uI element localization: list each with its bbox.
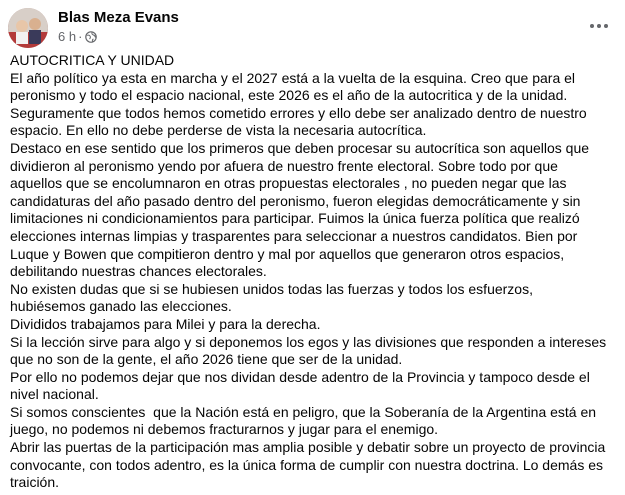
post-paragraph: Si somos conscientes que la Nación está en peligro, que la Soberanía de la Argentina está en juego, no podemos ni debemos fracturarnos y jugar para el enemigo. bbox=[10, 403, 600, 438]
more-dot bbox=[604, 24, 608, 28]
more-options-icon bbox=[590, 24, 594, 28]
post-timestamp[interactable]: 6 h bbox=[58, 29, 77, 44]
post-text bbox=[10, 52, 612, 492]
meta-separator: · bbox=[78, 29, 83, 44]
post-paragraph: El año político ya esta en marcha y el 2027 está a la vuelta de la esquina. Creo que para el peronismo y todo el espacio nacional, este 2026 es el año de la autocritica y de la unidad. bbox=[10, 69, 579, 104]
more-dot bbox=[597, 24, 601, 28]
globe-icon[interactable] bbox=[85, 31, 97, 43]
post-paragraph: Abrir las puertas de la participación mas amplia posible y debatir sobre un proyecto de provincia convocante, con todos adentro, es la única forma de cumplir con nuestra doctrina. Lo demás es traición. bbox=[10, 439, 610, 491]
post-header bbox=[0, 0, 625, 50]
post-paragraph: Destaco en ese sentido que los primeros que deben procesar su autocrítica son aquellos que dividieron al peronismo yendo por afuera de nuestro frente electoral. Sobre todo por que aquellos que se encolumnaron en otras propuestas electorales , no pueden negar que las candidaturas del año pasado dentro del peronismo, fueron elegidas democráticamente y sin limitaciones ni condicionamientos para participar. Fuimos la única fuerza política que realizó elecciones internas limpias y trasparentes para seleccionar a nuestros candidatos. Bien por Luque y Bowen que compitieron dentro y mal por aquellos que generaron otros espacios, debilitando nuestras chances electorales. bbox=[10, 139, 593, 280]
post-author-name[interactable]: Blas Meza Evans bbox=[58, 9, 179, 26]
post-paragraph: Divididos trabajamos para Milei y para la derecha. bbox=[10, 315, 321, 332]
post-paragraph-title: AUTOCRITICA Y UNIDAD bbox=[10, 52, 175, 68]
more-options-button[interactable] bbox=[585, 14, 613, 38]
post-paragraph: No existen dudas que si se hubiesen unidos todas las fuerzas y todos los esfuerzos, hubiésemos ganado las elecciones. bbox=[10, 280, 537, 315]
post-meta bbox=[58, 29, 97, 45]
post-paragraph: Si la lección sirve para algo y si deponemos los egos y las divisiones que responden a intereses que no son de la gente, el año 2026 tiene que ser de la unidad. bbox=[10, 333, 611, 368]
post-paragraph: Seguramente que todos hemos cometido errores y ello debe ser analizado dentro de nuestro espacio. En ello no debe perderse de vista la necesaria autocrítica. bbox=[10, 104, 591, 139]
post-paragraph: Por ello no podemos dejar que nos dividan desde adentro de la Provincia y tampoco desde el nivel nacional. bbox=[10, 368, 594, 403]
avatar-image bbox=[8, 8, 48, 48]
avatar[interactable] bbox=[8, 8, 48, 48]
